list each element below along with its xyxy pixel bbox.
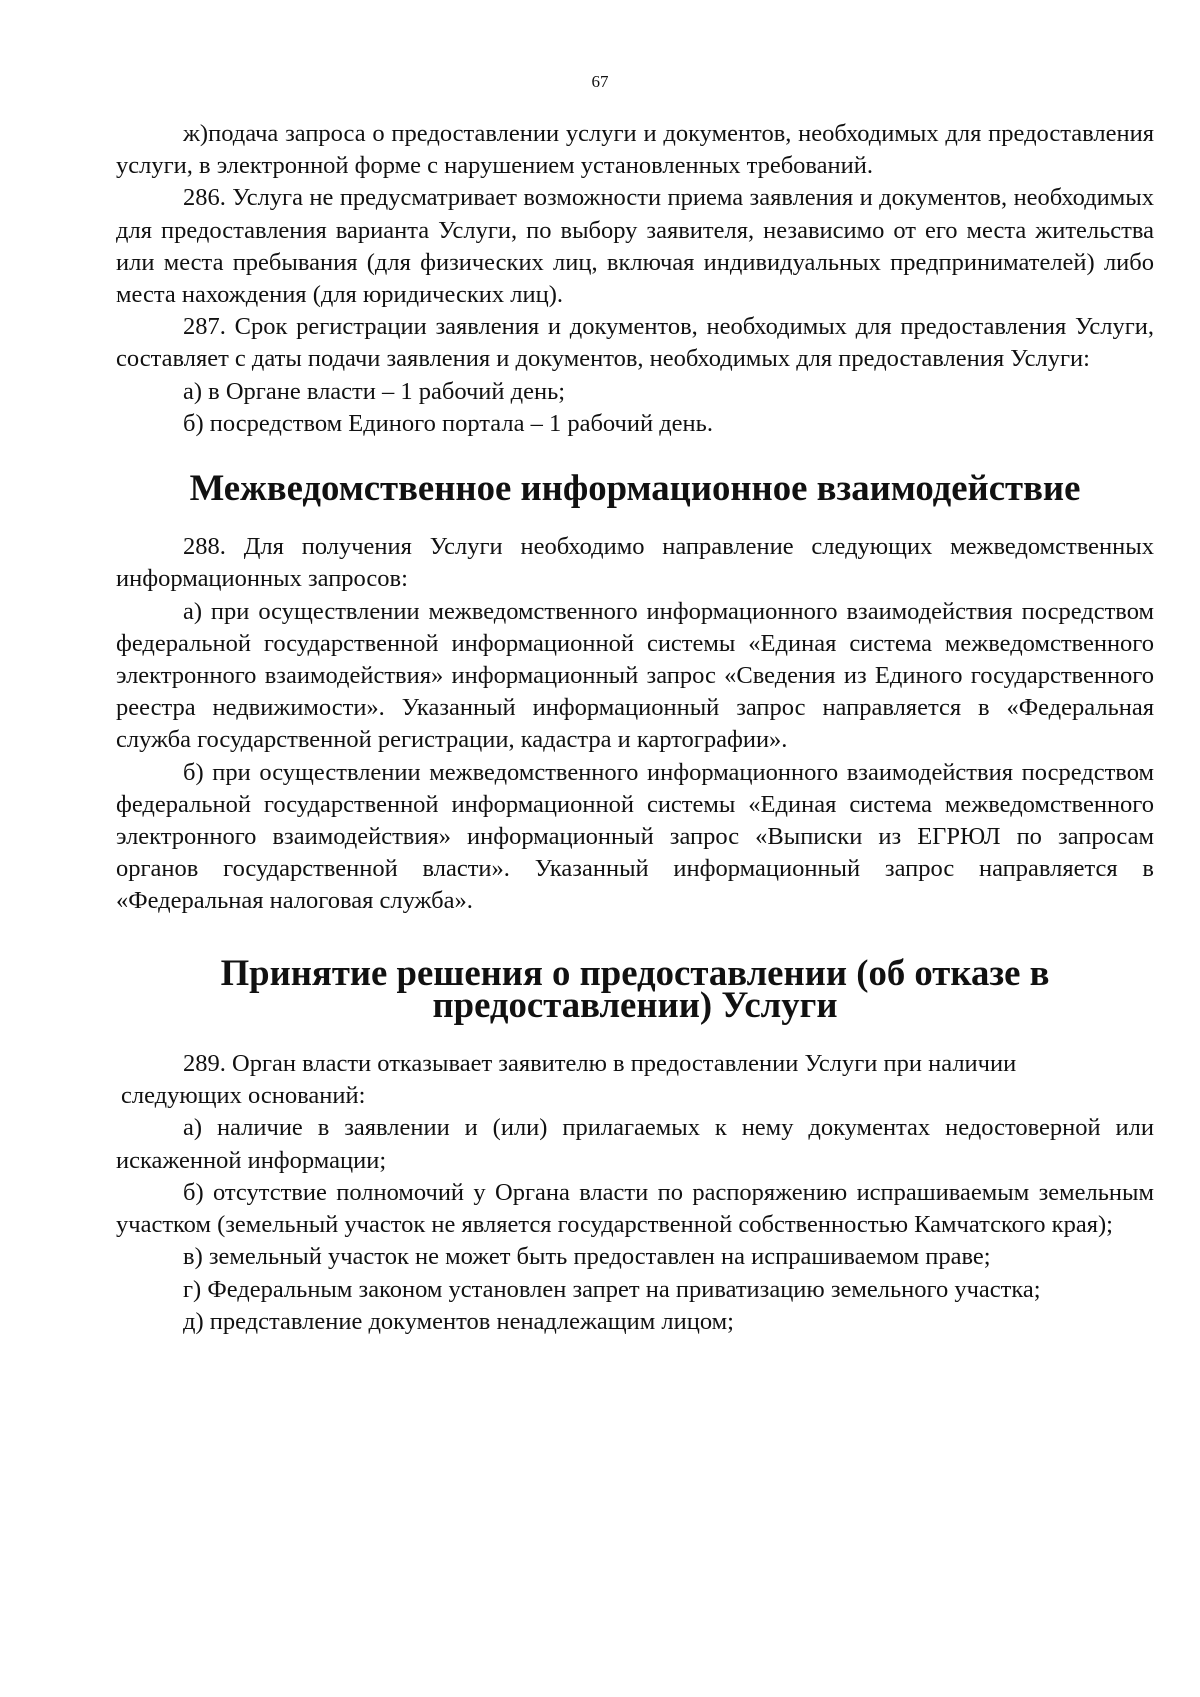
section-heading-interagency: Межведомственное информационное взаимодействие [189,467,1081,509]
document-body [116,118,1154,1338]
paragraph-289-a: а) наличие в заявлении и (или) прилагаемых к нему документах недостоверной или искаженной информации; [116,1114,1154,1174]
paragraph-287-b: б) посредством Единого портала – 1 рабочий день. [183,409,713,437]
paragraph-287: 287. Срок регистрации заявления и документов, необходимых для предоставления Услуги, составляет с даты подачи заявления и документов, необходимых для предоставления Услуги: [116,313,1154,373]
paragraph-289-d: д) представление документов ненадлежащим лицом; [183,1307,734,1335]
paragraph-item-zh: ж)подача запроса о предоставлении услуги и документов, необходимых для предоставления услуги, в электронной форме с нарушением установленных требований. [116,120,1154,180]
paragraph-286: 286. Услуга не предусматривает возможности приема заявления и документов, необходимых для предоставления варианта Услуги, по выбору заявителя, независимо от его места жительства или места пребывания (для физических лиц, включая индивидуальных предпринимателей) либо места нахождения (для юридических лиц). [116,184,1154,309]
paragraph-289-first-line: 289. Орган власти отказывает заявителю в предоставлении Услуги при наличии [183,1050,1017,1078]
section-heading-decision: Принятие решения о предоставлении (об отказе в предоставлении) Услуги [220,951,1050,1025]
page-number: 67 [591,72,609,91]
paragraph-289-g: г) Федеральным законом установлен запрет на приватизацию земельного участка; [183,1275,1041,1303]
paragraph-287-a: а) в Органе власти – 1 рабочий день; [183,377,566,405]
paragraph-289-v: в) земельный участок не может быть предоставлен на испрашиваемом праве; [183,1243,991,1271]
paragraph-288: 288. Для получения Услуги необходимо направление следующих межведомственных информационных запросов: [116,533,1154,593]
paragraph-288-a: а) при осуществлении межведомственного информационного взаимодействия посредством федеральной государственной информационной системы «Единая система межведомственного электронного взаимодействия» информационный запрос «Сведения из Единого государственного реестра недвижимости». Указанный информационный запрос направляется в «Федеральная служба государственной регистрации, кадастра и картографии». [116,597,1154,754]
paragraph-289 [116,1048,1154,1112]
paragraph-288-b: б) при осуществлении межведомственного информационного взаимодействия посредством федеральной государственной информационной системы «Единая система межведомственного электронного взаимодействия» информационный запрос «Выписки из ЕГРЮЛ по запросам органов государственной власти». Указанный информационный запрос направляется в «Федеральная налоговая служба». [116,758,1154,915]
paragraph-289-continuation: следующих оснований: [121,1082,366,1110]
paragraph-289-b: б) отсутствие полномочий у Органа власти по распоряжению испрашиваемым земельным участком (земельный участок не является государственной собственностью Камчатского края); [116,1178,1154,1239]
